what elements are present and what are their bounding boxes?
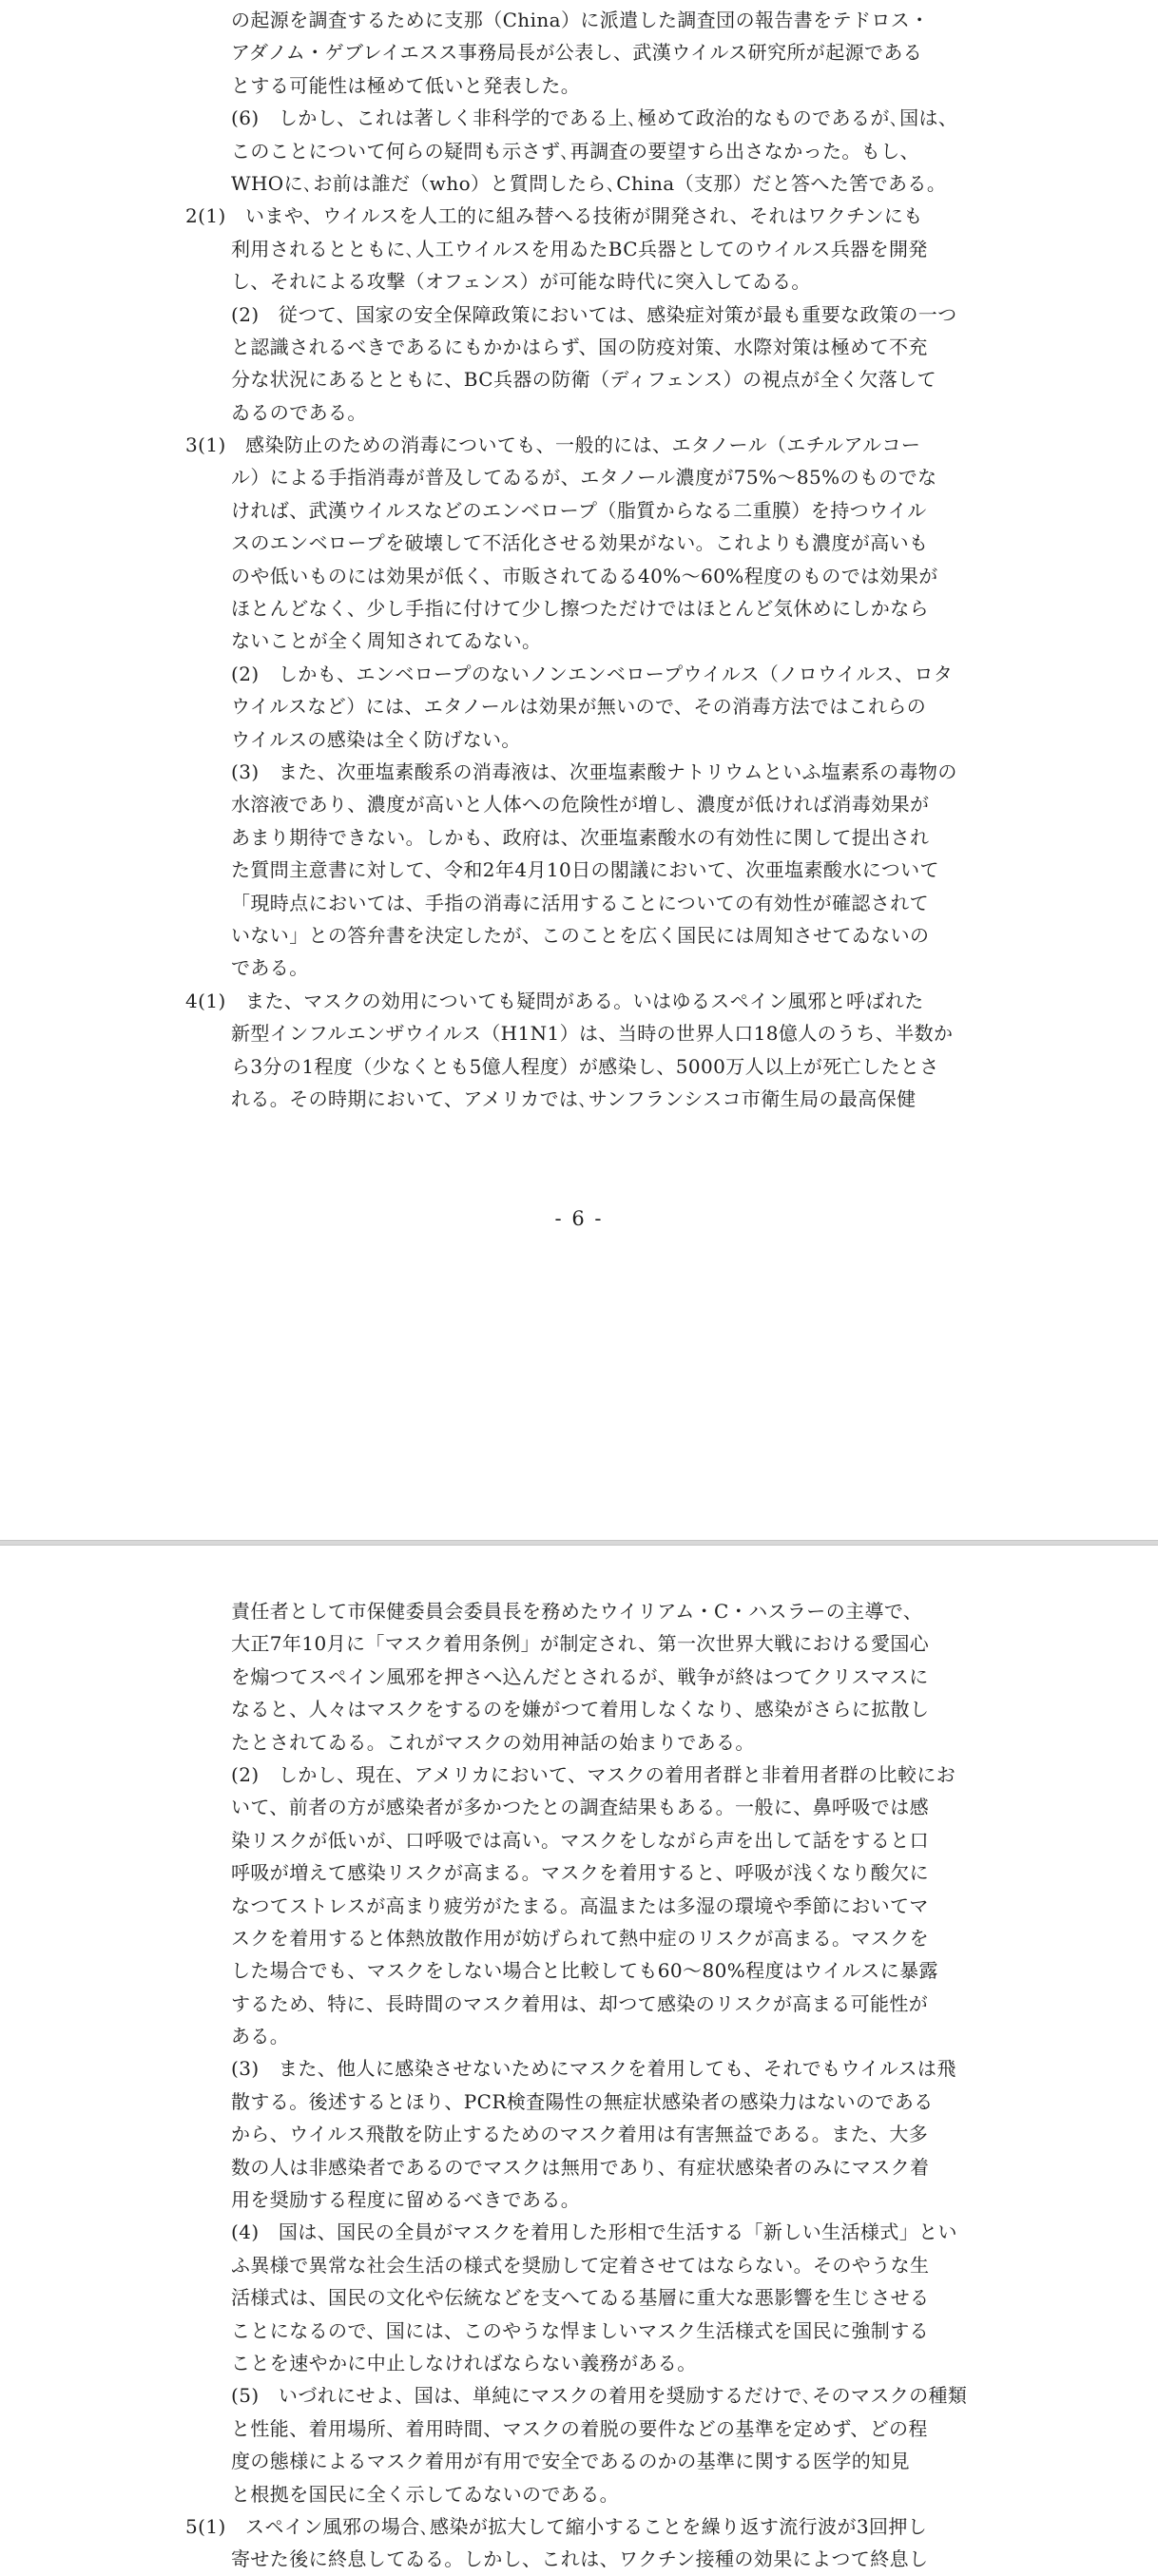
text-line: いない」との答弁書を決定したが、このことを広く国民には周知させてゐないの — [231, 923, 930, 947]
text-line: 3(1) 感染防止のための消毒についても、一般的には、エタノール（エチルアルコー — [185, 433, 921, 457]
text-line: 用を奨励する程度に留めるべきである。 — [231, 2188, 581, 2212]
text-line: (4) 国は、国民の全員がマスクを着用した形相で生活する「新しい生活様式」とい — [231, 2220, 957, 2244]
text-line: と根拠を国民に全く示してゐないのである。 — [231, 2482, 619, 2506]
text-line: なつてストレスが高まり疲労がたまる。高温または多湿の環境や季節においてマ — [231, 1894, 929, 1917]
text-line: と性能、着用場所、着用時間、マスクの着脱の要件などの基準を定めず、どの程 — [231, 2416, 928, 2440]
text-line: (2) 従つて、国家の安全保障政策においては、感染症対策が最も重要な政策の一つ — [231, 302, 957, 326]
text-line: 新型インフルエンザウイルス（H1N1）は、当時の世界人口18億人のうち、半数か — [231, 1022, 954, 1046]
page-number: - 6 - — [554, 1207, 604, 1230]
text-line: 散する。後述するとほり、PCR検査陽性の無症状感染者の感染力はないのである — [231, 2089, 934, 2113]
text-line: れる。その時期において、アメリカでは､サンフランシスコ市衛生局の最高保健 — [231, 1086, 917, 1110]
text-line: 2(1) いまや、ウイルスを人工的に組み替へる技術が開発され、それはワクチンにも — [185, 204, 923, 228]
text-line: ことを速やかに中止しなければならない義務がある。 — [231, 2351, 697, 2374]
text-line: 度の態様によるマスク着用が有用で安全であるのかの基準に関する医学的知見 — [231, 2450, 910, 2473]
text-line: ル）による手指消毒が普及してゐるが、エタノール濃度が75%～85%のものでな — [231, 466, 937, 490]
text-line: 責任者として市保健委員会委員長を務めたウイリアム・C・ハスラーの主導で、 — [231, 1600, 923, 1623]
text-line: 数の人は非感染者であるのでマスクは無用であり、有症状感染者のみにマスク着 — [231, 2155, 930, 2179]
text-line: 分な状況にあるとともに、BC兵器の防衛（ディフェンス）の視点が全く欠落して — [231, 368, 936, 392]
text-line: WHOに､お前は誰だ（who）と質問したら､China（支那）だと答へた筈である。 — [231, 171, 947, 195]
text-line: あまり期待できない。しかも、政府は、次亜塩素酸水の有効性に関して提出され — [231, 825, 930, 849]
text-line: した場合でも、マスクをしない場合と比較しても60～80%程度はウイルスに暴露 — [231, 1959, 938, 1983]
text-line: 活様式は、国民の文化や伝統などを支へてゐる基層に重大な悪影響を生じさせる — [231, 2286, 930, 2310]
text-line: (3) また、次亜塩素酸系の消毒液は、次亜塩素酸ナトリウムといふ塩素系の毒物の — [231, 759, 957, 783]
text-line: ある。 — [231, 2025, 290, 2048]
text-line: た質問主意書に対して、令和2年4月10日の閣議において、次亜塩素酸水について — [231, 858, 939, 882]
text-line: のや低いものには効果が低く、市販されてゐる40%～60%程度のものでは効果が — [231, 564, 938, 587]
text-line: ければ、武漢ウイルスなどのエンベロープ（脂質からなる二重膜）を持つウイル — [231, 498, 927, 522]
text-line: (6) しかし、これは著しく非科学的である上､極めて政治的なものであるが､国は、 — [231, 106, 958, 130]
text-line: 利用されるとともに､人工ウイルスを用ゐたBC兵器としてのウイルス兵器を開発 — [231, 237, 928, 260]
page-6-body — [185, 4, 979, 1115]
text-line: 4(1) また、マスクの効用についても疑問がある。いはゆるスペイン風邪と呼ばれた — [185, 989, 924, 1012]
text-line: 染リスクが低いが、口呼吸では高い。マスクをしながら声を出して話をすると口 — [231, 1828, 929, 1852]
text-line: し、それによる攻撃（オフェンス）が可能な時代に突入してゐる。 — [231, 270, 811, 294]
text-line: アダノム・ゲブレイエスス事務局長が公表し、武漢ウイルス研究所が起源である — [231, 41, 923, 65]
text-line: ないことが全く周知されてゐない。 — [231, 629, 542, 653]
text-line: ら3分の1程度（少なくとも5億人程度）が感染し、5000万人以上が死亡したとさ — [231, 1054, 939, 1078]
text-line: このことについて何らの疑問も示さず､再調査の要望すら出さなかった。もし、 — [231, 139, 919, 163]
text-line: と認識されるべきであるにもかかはらず、国の防疫対策、水際対策は極めて不充 — [231, 335, 928, 358]
text-line: とする可能性は極めて低いと発表した。 — [231, 73, 581, 97]
text-line: を煽つてスペイン風邪を押さへ込んだとされるが、戦争が終はつてクリスマスに — [231, 1664, 929, 1688]
text-line: たとされてゐる。これがマスクの効用神話の始まりである。 — [231, 1730, 755, 1754]
text-line: なると、人々はマスクをするのを嫌がつて着用しなくなり、感染がさらに拡散し — [231, 1698, 930, 1721]
text-line: ほとんどなく、少し手指に付けて少し擦つただけではほとんど気休めにしかなら — [231, 597, 929, 621]
text-line: ウイルスなど）には、エタノールは効果が無いので、その消毒方法ではこれらの — [231, 695, 927, 719]
text-line: の起源を調査するために支那（China）に派遣した調査団の報告書をテドロス・ — [231, 9, 930, 31]
text-line: ふ異様で異常な社会生活の様式を奨励して定着させてはならない。そのやうな生 — [231, 2253, 930, 2277]
text-line: (3) また、他人に感染させないためにマスクを着用しても、それでもウイルスは飛 — [231, 2057, 956, 2081]
text-line: ゐるのである。 — [231, 400, 367, 424]
text-line: (2) しかし、現在、アメリカにおいて、マスクの着用者群と非着用者群の比較にお — [231, 1762, 956, 1786]
document-page-7 — [0, 1546, 1158, 2576]
text-line: するため、特に、長時間のマスク着用は、却つて感染のリスクが高まる可能性が — [231, 1991, 929, 2015]
text-line: 5(1) スペイン風邪の場合､感染が拡大して縮小することを繰り返す流行波が3回押し — [185, 2514, 928, 2538]
text-line: 水溶液であり、濃度が高いと人体への危険性が増し、濃度が低ければ消毒効果が — [231, 793, 930, 817]
text-line: 「現時点においては、手指の消毒に活用することについての有効性が確認されて — [231, 891, 929, 914]
text-line: から、ウイルス飛散を防止するためのマスク着用は有害無益である。また、大多 — [231, 2123, 929, 2146]
text-line: スのエンベロープを破壊して不活化させる効果がない。これよりも濃度が高いも — [231, 531, 929, 555]
text-line: スクを着用すると体熱放散作用が妨げられて熱中症のリスクが高まる。マスクを — [231, 1926, 929, 1950]
text-line: 呼吸が増えて感染リスクが高まる。マスクを着用すると、呼吸が浅くなり酸欠に — [231, 1861, 929, 1885]
text-line: 寄せた後に終息してゐる。しかし、これは、ワクチン接種の効果によつて終息し — [231, 2547, 929, 2571]
text-line: ことになるので、国には、このやうな悍ましいマスク生活様式を国民に強制する — [231, 2318, 929, 2342]
text-line: いて、前者の方が感染者が多かつたとの調査結果もある。一般に、鼻呼吸では感 — [231, 1796, 929, 1819]
text-line: ウイルスの感染は全く防げない。 — [231, 727, 521, 751]
text-line: 大正7年10月に「マスク着用条例」が制定され、第一次世界大戦における愛国心 — [231, 1632, 930, 1656]
text-line: である。 — [231, 956, 309, 980]
text-line: (2) しかも、エンベロープのないノンエンベロープウイルス（ノロウイルス、ロタ — [231, 662, 954, 685]
text-line: (5) いづれにせよ、国は、単純にマスクの着用を奨励するだけで､そのマスクの種類 — [231, 2384, 968, 2408]
page-7-body — [185, 1595, 979, 2576]
